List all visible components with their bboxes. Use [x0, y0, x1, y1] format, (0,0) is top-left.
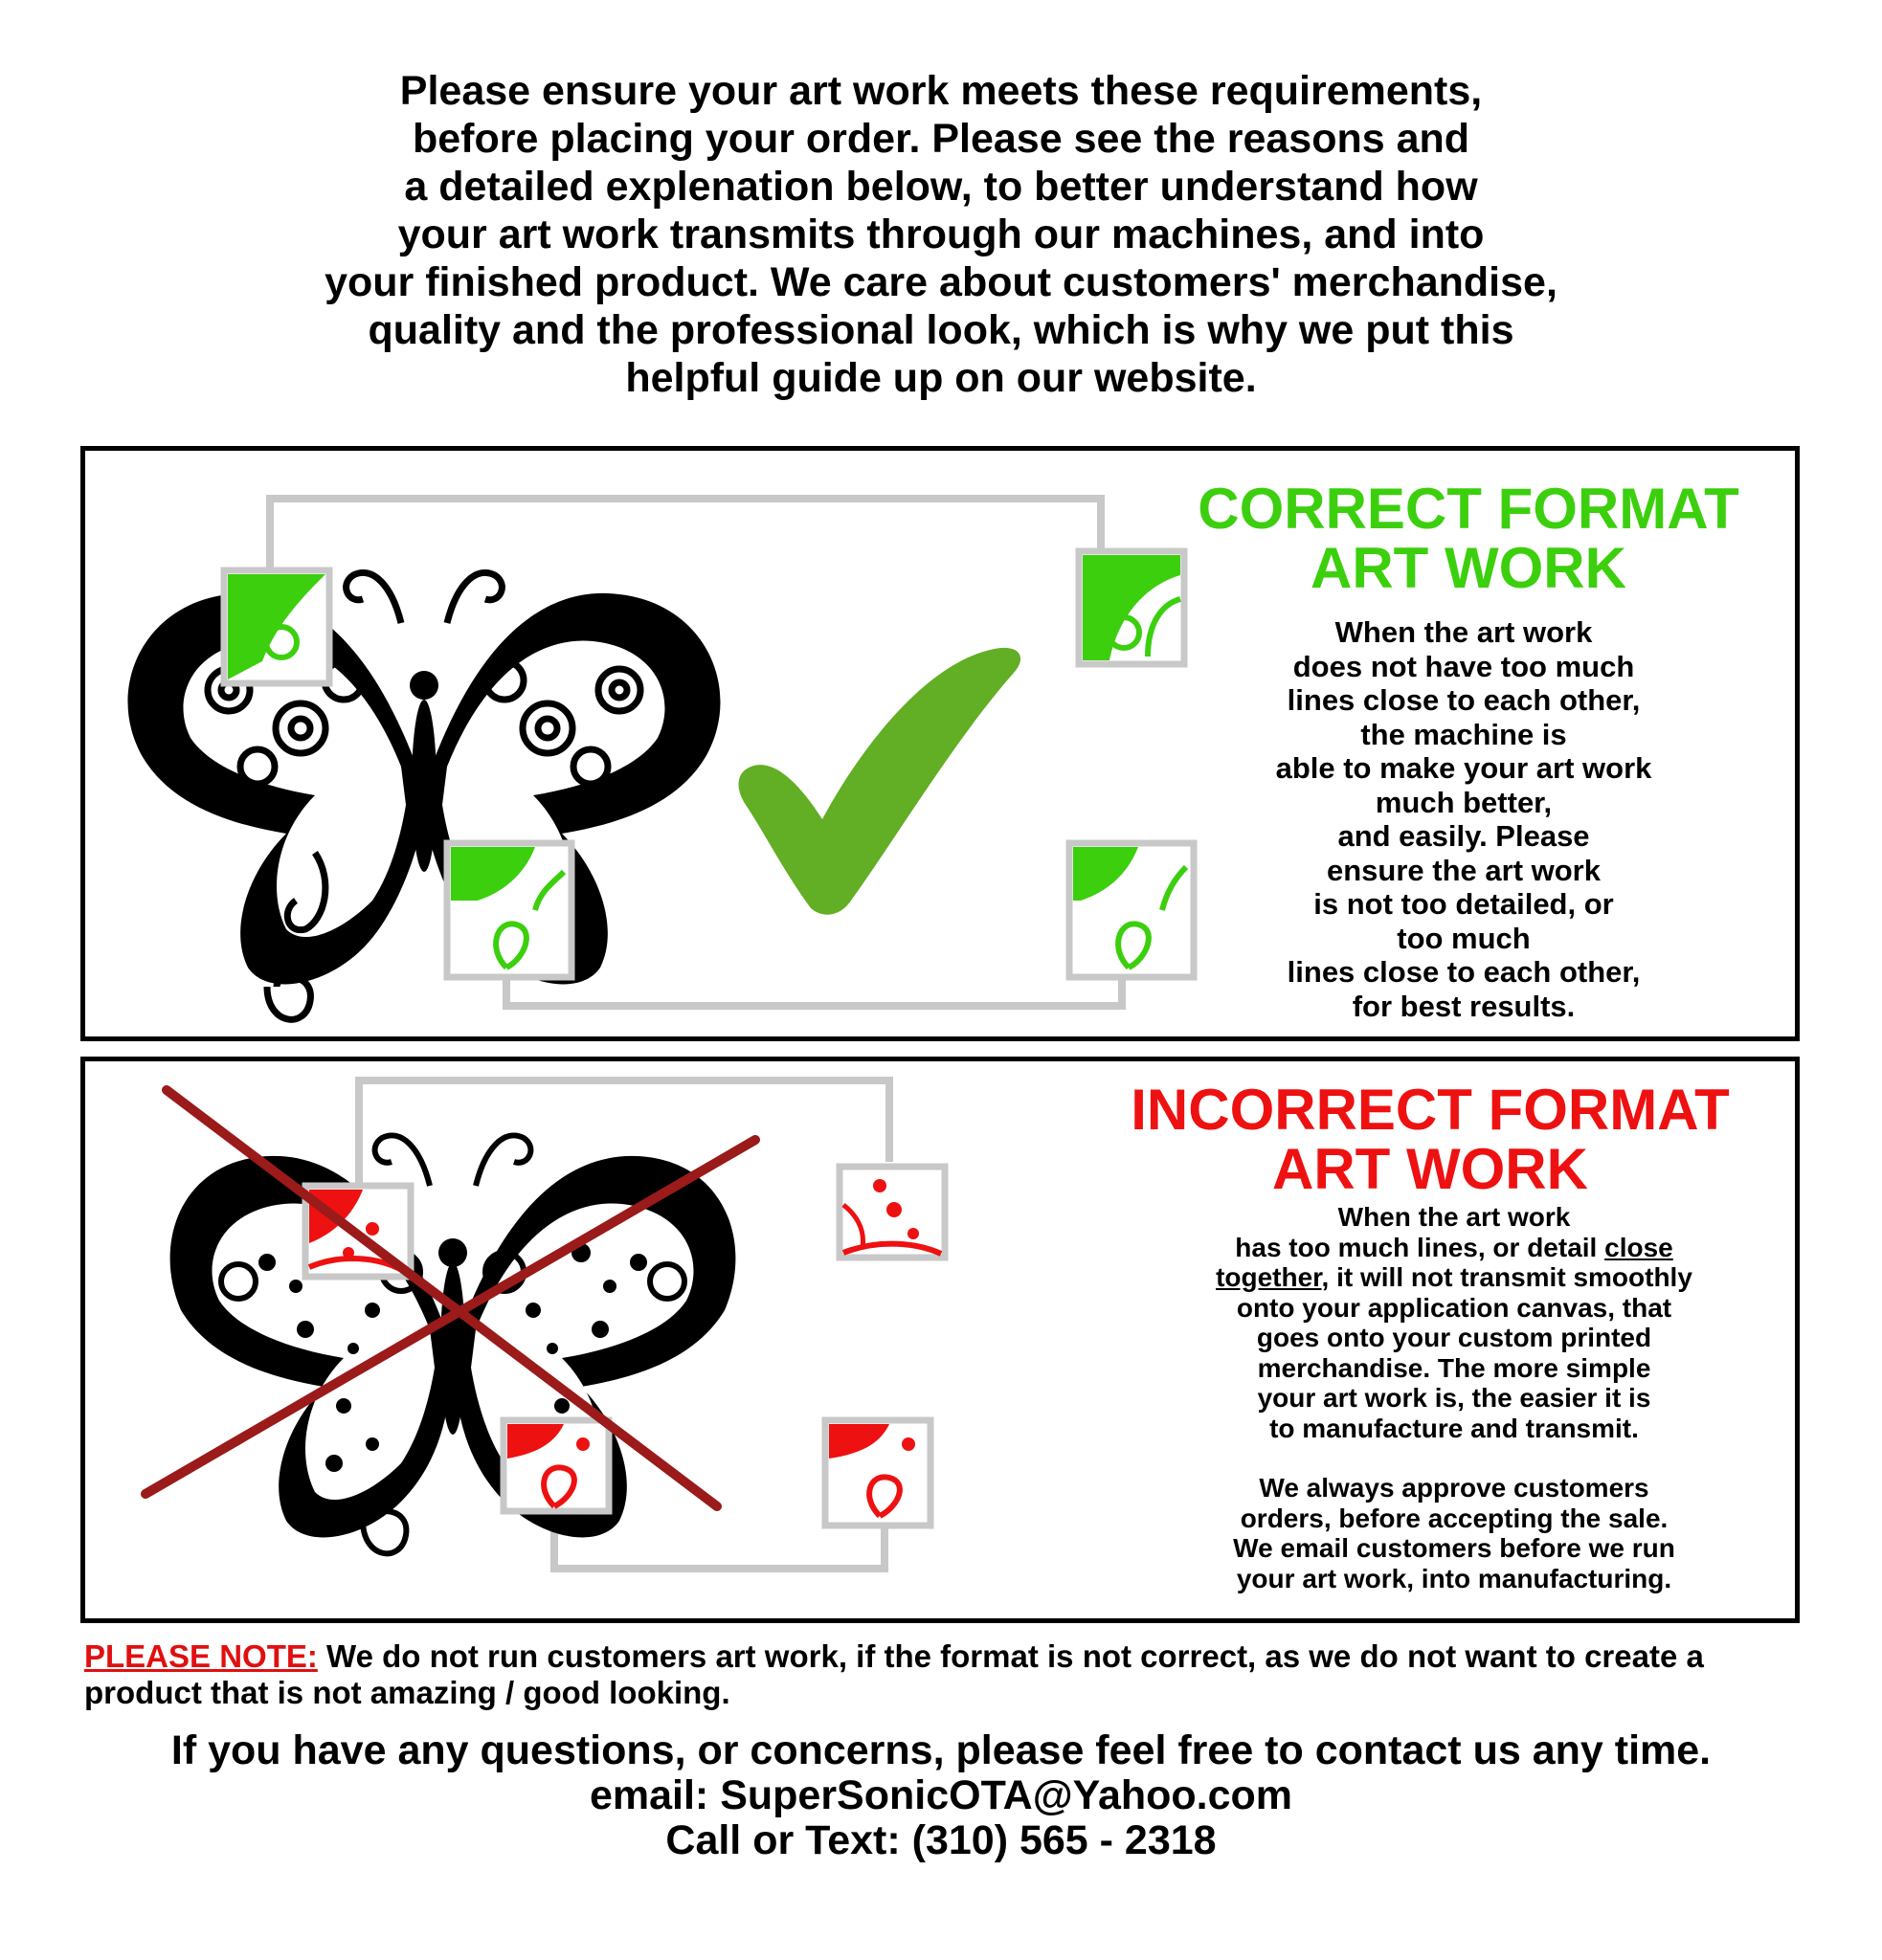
intro-line: quality and the professional look, which is why we put this: [368, 307, 1514, 353]
desc-line: and easily. Please: [1337, 819, 1590, 853]
contact-invite: If you have any questions, or concerns, please feel free to contact us any time.: [170, 1727, 1712, 1773]
zoom-box-detail-bottom: [1069, 843, 1194, 977]
incorrect-format-description: [1157, 1202, 1751, 1593]
desc-line: [1157, 1262, 1751, 1293]
desc-text: , it will not transmit smoothly: [1321, 1262, 1692, 1292]
desc-line: orders, before accepting the sale.: [1240, 1503, 1669, 1533]
desc-line: the machine is: [1360, 717, 1567, 751]
correct-artwork-illustration: [85, 451, 1215, 1036]
incorrect-artwork-illustration: [85, 1061, 1119, 1618]
note-text: We do not run customers art work, if the format is not correct, as we do not want to create a product that is not amazing / good looking.: [84, 1638, 1704, 1710]
desc-line: does not have too much: [1292, 649, 1635, 683]
desc-line: We email customers before we run: [1233, 1533, 1675, 1563]
desc-line: your art work, into manufacturing.: [1236, 1563, 1672, 1593]
desc-line: too much: [1397, 921, 1531, 955]
intro-line: your art work transmits through our machines, and into: [397, 212, 1485, 257]
zoom-box-wing-bottom: [504, 1420, 609, 1511]
correct-format-heading: [1186, 479, 1751, 598]
desc-line: to manufacture and transmit.: [1269, 1413, 1639, 1443]
note-label: PLEASE NOTE:: [84, 1638, 318, 1674]
desc-underlined-text: close: [1604, 1232, 1673, 1262]
desc-underlined-text: together: [1216, 1262, 1322, 1292]
intro-line: helpful guide up on our website.: [625, 355, 1257, 401]
desc-line: [1157, 1233, 1751, 1263]
heading-line: INCORRECT FORMAT: [1131, 1078, 1730, 1142]
intro-line: a detailed explenation below, to better understand how: [404, 164, 1478, 210]
desc-line: much better,: [1375, 785, 1553, 819]
zoom-box-wing-bottom: [447, 843, 571, 977]
desc-line: When the art work: [1337, 1202, 1571, 1232]
intro-line: your finished product. We care about customers' merchandise,: [325, 259, 1557, 305]
incorrect-format-heading: [1119, 1080, 1741, 1199]
desc-line: lines close to each other,: [1287, 955, 1641, 989]
desc-line: merchandise. The more simple: [1257, 1352, 1651, 1383]
butterfly-illustration: [127, 572, 720, 1019]
intro-line: Please ensure your art work meets these requirements,: [399, 68, 1483, 114]
desc-line: your art work is, the easier it is: [1257, 1383, 1651, 1413]
checkmark-icon: [739, 648, 1021, 915]
contact-info: [57, 1728, 1825, 1863]
zoom-box-detail-top: [1079, 551, 1184, 664]
desc-line: is not too detailed, or: [1313, 887, 1614, 921]
desc-line: able to make your art work: [1275, 751, 1652, 785]
heading-line: CORRECT FORMAT: [1198, 477, 1739, 541]
incorrect-format-panel: [80, 1057, 1800, 1623]
desc-line: onto your application canvas, that: [1236, 1292, 1672, 1323]
contact-email[interactable]: email: SuperSonicOTA@Yahoo.com: [589, 1772, 1293, 1818]
zoom-box-wing-top: [224, 570, 329, 683]
desc-text: has too much lines, or detail: [1235, 1232, 1605, 1262]
correct-format-description: [1196, 615, 1732, 1023]
desc-line: ensure the art work: [1327, 853, 1601, 887]
zoom-box-detail-top: [840, 1167, 945, 1258]
heading-line: ART WORK: [1311, 536, 1626, 600]
contact-phone[interactable]: Call or Text: (310) 565 - 2318: [665, 1817, 1217, 1863]
desc-line: We always approve customers: [1259, 1473, 1649, 1503]
please-note: [84, 1638, 1807, 1711]
paragraph-gap: [1157, 1443, 1751, 1473]
desc-line: lines close to each other,: [1287, 683, 1641, 717]
desc-line: goes onto your custom printed: [1256, 1323, 1652, 1352]
intro-line: before placing your order. Please see the reasons and: [412, 116, 1470, 162]
desc-line: When the art work: [1334, 615, 1593, 649]
heading-line: ART WORK: [1272, 1137, 1588, 1201]
intro-text: [134, 67, 1748, 402]
zoom-box-detail-bottom: [825, 1420, 930, 1526]
desc-line: for best results.: [1352, 989, 1576, 1023]
correct-format-panel: [80, 446, 1800, 1041]
